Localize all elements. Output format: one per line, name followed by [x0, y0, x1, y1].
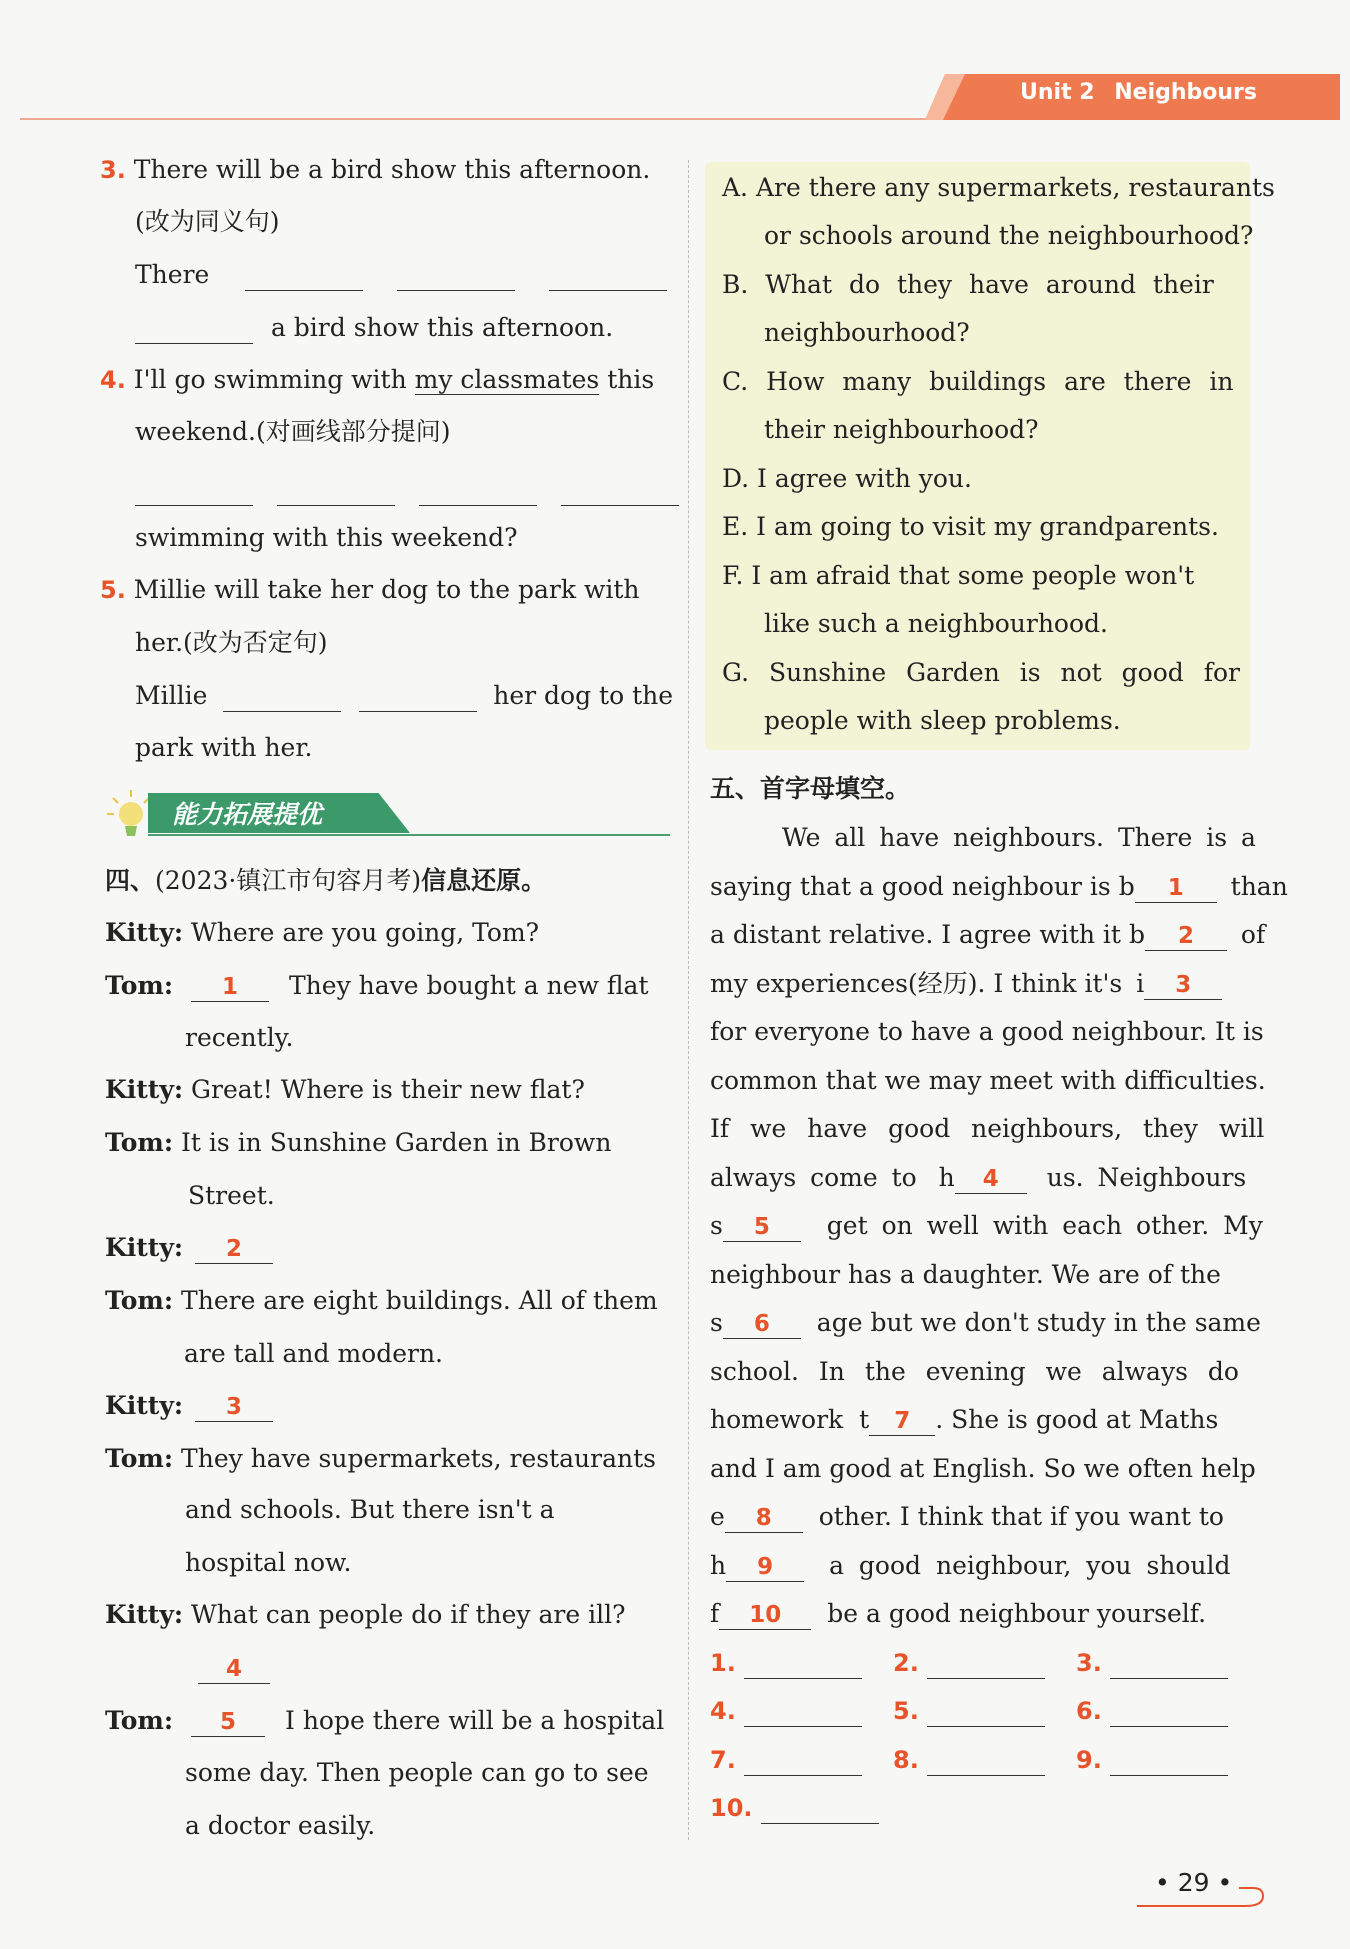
passage-line: s 5 get on well with each other. My: [710, 1211, 1263, 1240]
passage-line: always come to h 4 us. Neighbours: [710, 1163, 1247, 1192]
option-a-cont: or schools around the neighbourhood?: [764, 221, 1254, 250]
option-a: A. Are there any supermarkets, restaurants: [722, 173, 1275, 202]
blank[interactable]: [245, 262, 363, 291]
dialogue-line: Kitty: 3: [105, 1390, 273, 1422]
blank[interactable]: [359, 683, 477, 712]
option-f: F. I am afraid that some people won't: [722, 561, 1195, 590]
dialogue-line: Kitty: 2: [105, 1232, 273, 1264]
q5-line4: park with her.: [135, 733, 313, 762]
q3-line3: a bird show this afternoon.: [135, 312, 613, 344]
answer-line: 5.: [893, 1695, 1045, 1727]
page-number-dot: •: [1217, 1868, 1233, 1897]
answer-line: 4.: [710, 1695, 862, 1727]
banner-rule: [148, 834, 670, 836]
answer-input[interactable]: [1110, 1698, 1228, 1727]
passage-line: neighbour has a daughter. We are of the: [710, 1260, 1221, 1289]
option-d: D. I agree with you.: [722, 464, 972, 493]
passage-line: my experiences(经历). I think it's i 3: [710, 968, 1222, 1000]
q4-number: 4.: [100, 366, 126, 394]
option-b: B. What do they have around their: [722, 270, 1214, 299]
answer-blank[interactable]: 5: [191, 1708, 265, 1737]
blank[interactable]: [135, 477, 253, 506]
passage-line: We all have neighbours. There is a: [782, 823, 1256, 852]
option-g-cont: people with sleep problems.: [764, 706, 1121, 735]
passage-line: school. In the evening we always do: [710, 1357, 1239, 1386]
answer-line: 3.: [1076, 1647, 1228, 1679]
blank[interactable]: [561, 477, 679, 506]
passage-line: homework t 7 . She is good at Maths: [710, 1405, 1219, 1434]
answer-input[interactable]: [761, 1795, 879, 1824]
answer-input[interactable]: [744, 1650, 862, 1679]
passage-line: s 6 age but we don't study in the same: [710, 1308, 1261, 1337]
q3-instruction: (改为同义句): [135, 207, 280, 236]
answer-line: 2.: [893, 1647, 1045, 1679]
q4-blanks: [135, 474, 679, 506]
answer-blank[interactable]: 5: [723, 1213, 801, 1242]
answer-line: 7.: [710, 1744, 862, 1776]
answer-blank[interactable]: 7: [869, 1407, 935, 1436]
answer-input[interactable]: [1110, 1650, 1228, 1679]
answer-line: 8.: [893, 1744, 1045, 1776]
answer-blank[interactable]: 9: [726, 1553, 804, 1582]
q5-instruction: her.(改为否定句): [135, 628, 328, 657]
dialogue-line: Tom: 1 They have bought a new flat: [105, 971, 649, 1000]
option-c: C. How many buildings are there in: [722, 367, 1234, 396]
dialogue-line: Tom: They have supermarkets, restaurants: [105, 1444, 656, 1473]
q4-line4: swimming with this weekend?: [135, 523, 518, 552]
answer-input[interactable]: [927, 1650, 1045, 1679]
q4-underlined: my classmates: [414, 365, 600, 394]
blank[interactable]: [549, 262, 667, 291]
answer-blank[interactable]: 2: [1145, 922, 1227, 951]
blank[interactable]: [397, 262, 515, 291]
column-divider: [688, 160, 689, 1840]
header-unit: Unit 2: [1020, 80, 1095, 105]
q3-number: 3.: [100, 156, 126, 184]
dialogue-cont: recently.: [185, 1023, 294, 1052]
answer-blank[interactable]: 1: [191, 973, 269, 1002]
dialogue-line: Tom: There are eight buildings. All of them: [105, 1286, 658, 1315]
page-swoosh-icon: [1135, 1880, 1270, 1910]
dialogue-line: Tom: 5 I hope there will be a hospital: [105, 1706, 665, 1735]
q4-instruction: weekend.(对画线部分提问): [135, 417, 451, 446]
header-title: [1020, 80, 1257, 105]
dialogue-cont: [198, 1652, 270, 1684]
q5-number: 5.: [100, 576, 126, 604]
dialogue-line: Tom: It is in Sunshine Garden in Brown: [105, 1128, 612, 1157]
passage-line: and I am good at English. So we often help: [710, 1454, 1256, 1483]
answer-blank[interactable]: 1: [1135, 874, 1217, 903]
answer-blank[interactable]: 2: [195, 1235, 273, 1264]
q3-line2: There: [135, 259, 665, 291]
page-number-value: 29: [1177, 1868, 1210, 1897]
option-g: G. Sunshine Garden is not good for: [722, 658, 1240, 687]
page-number-dot: •: [1155, 1868, 1170, 1897]
header-unit-title: Neighbours: [1114, 80, 1257, 105]
dialogue-cont: and schools. But there isn't a: [185, 1495, 555, 1524]
answer-blank[interactable]: 4: [955, 1165, 1027, 1194]
passage-line: If we have good neighbours, they will: [710, 1114, 1265, 1143]
answer-blank[interactable]: 10: [719, 1601, 811, 1630]
banner-title: 能力拓展提优: [172, 800, 323, 829]
option-b-cont: neighbourhood?: [764, 318, 970, 347]
passage-line: common that we may meet with difficulties.: [710, 1066, 1266, 1095]
passage-line: h 9 a good neighbour, you should: [710, 1551, 1231, 1580]
blank[interactable]: [419, 477, 537, 506]
answer-input[interactable]: [927, 1747, 1045, 1776]
blank[interactable]: [277, 477, 395, 506]
dialogue-cont: are tall and modern.: [184, 1339, 443, 1368]
option-c-cont: their neighbourhood?: [764, 415, 1039, 444]
answer-line: 10.: [710, 1792, 879, 1824]
passage-line: a distant relative. I agree with it b 2 of: [710, 920, 1266, 949]
answer-line: 6.: [1076, 1695, 1228, 1727]
answer-input[interactable]: [744, 1747, 862, 1776]
q3-line1: 3. There will be a bird show this afternoon.: [100, 155, 651, 184]
answer-blank[interactable]: 6: [723, 1310, 801, 1339]
passage-line: saying that a good neighbour is b 1 than: [710, 872, 1288, 901]
dialogue-cont: Street.: [188, 1181, 275, 1210]
section4-title: 四、(2023·镇江市句容月考)信息还原。: [105, 866, 547, 895]
dialogue-cont: some day. Then people can go to see: [185, 1758, 649, 1787]
answer-line: 9.: [1076, 1744, 1228, 1776]
q5-line1: 5. Millie will take her dog to the park with: [100, 575, 640, 604]
dialogue-line: Kitty: What can people do if they are ill?: [105, 1600, 626, 1629]
q5-line3: Millie her dog to the: [135, 681, 674, 710]
passage-line: for everyone to have a good neighbour. It is: [710, 1017, 1264, 1046]
blank[interactable]: [223, 683, 341, 712]
answer-blank[interactable]: 3: [1144, 971, 1222, 1000]
passage-line: f 10 be a good neighbour yourself.: [710, 1599, 1207, 1628]
passage-line: e 8 other. I think that if you want to: [710, 1502, 1224, 1531]
answer-input[interactable]: [744, 1698, 862, 1727]
dialogue-line: Kitty: Great! Where is their new flat?: [105, 1075, 585, 1104]
answer-input[interactable]: [927, 1698, 1045, 1727]
q4-line1: 4. I'll go swimming with my classmates this: [100, 365, 655, 394]
answer-blank[interactable]: 4: [198, 1655, 270, 1684]
answer-blank[interactable]: 3: [195, 1393, 273, 1422]
blank[interactable]: [135, 315, 253, 344]
section5-title: 五、首字母填空。: [710, 774, 911, 803]
dialogue-cont: a doctor easily.: [185, 1811, 376, 1840]
dialogue-cont: hospital now.: [185, 1548, 352, 1577]
option-f-cont: like such a neighbourhood.: [764, 609, 1108, 638]
answer-line: 1.: [710, 1647, 862, 1679]
answer-blank[interactable]: 8: [725, 1504, 803, 1533]
option-e: E. I am going to visit my grandparents.: [722, 512, 1219, 541]
dialogue-line: Kitty: Where are you going, Tom?: [105, 918, 540, 947]
answer-input[interactable]: [1110, 1747, 1228, 1776]
